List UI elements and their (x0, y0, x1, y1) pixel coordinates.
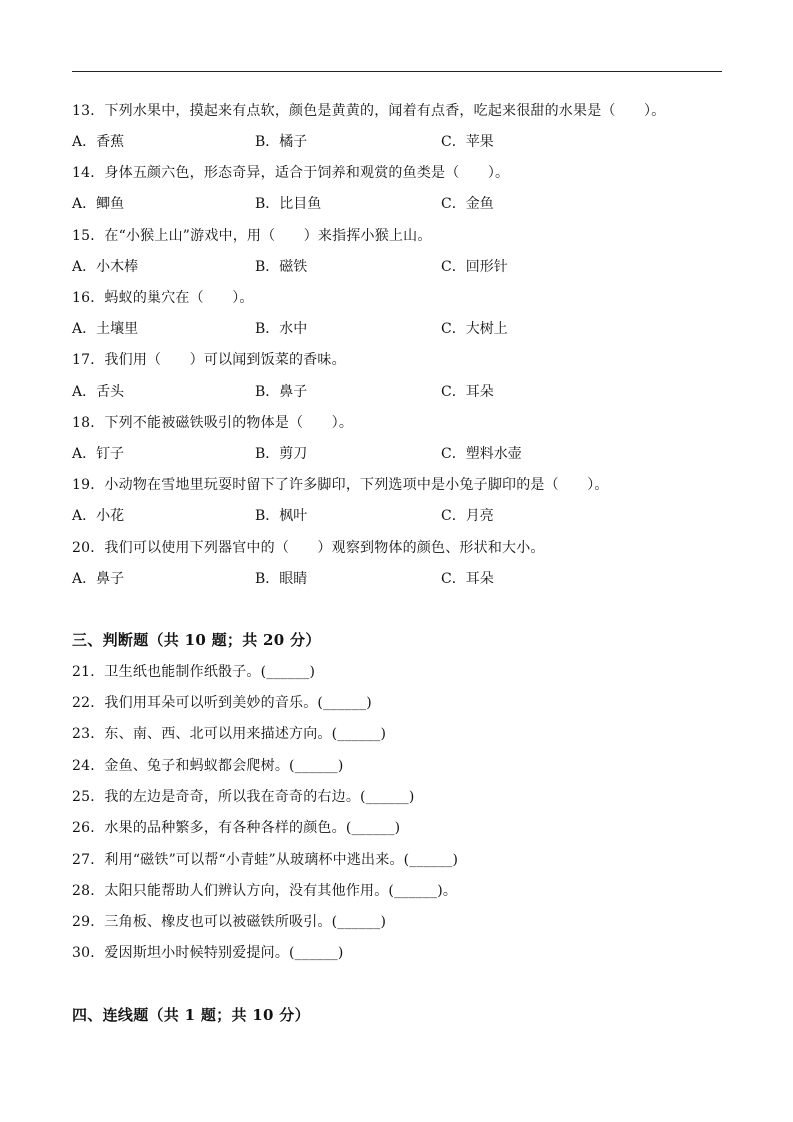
option-a: A．鼻子 (72, 571, 125, 587)
option-c: C．回形针 (441, 259, 508, 275)
question-16: 16．蚂蚁的巢穴在（ ）。 (72, 290, 254, 306)
question-19: 19．小动物在雪地里玩耍时留下了许多脚印，下列选项中是小兔子脚印的是（ ）。 (72, 477, 609, 493)
option-c: C．月亮 (441, 508, 494, 524)
question-20: 20．我们可以使用下列器官中的（ ）观察到物体的颜色、形状和大小。 (72, 540, 545, 556)
option-c: C．塑料水壶 (441, 446, 522, 462)
judge-question-30: 30．爱因斯坦小时候特别爱提问。(______) (72, 945, 344, 961)
question-17: 17．我们用（ ）可以闻到饭菜的香味。 (72, 352, 346, 368)
option-b: B．磁铁 (255, 259, 308, 275)
judge-question-23: 23．东、南、西、北可以用来描述方向。(______) (72, 726, 387, 742)
option-b: B．眼睛 (255, 571, 308, 587)
option-a: A．小花 (72, 508, 125, 524)
judge-question-29: 29．三角板、橡皮也可以被磁铁所吸引。(______) (72, 914, 387, 930)
option-b: B．比目鱼 (255, 196, 322, 212)
option-b: B．橘子 (255, 134, 308, 150)
option-c: C．耳朵 (441, 571, 494, 587)
header-rule (72, 71, 722, 72)
judge-question-21: 21．卫生纸也能制作纸骰子。(______) (72, 664, 316, 680)
judge-question-28: 28．太阳只能帮助人们辨认方向，没有其他作用。(______)。 (72, 883, 458, 899)
judge-question-25: 25．我的左边是奇奇，所以我在奇奇的右边。(______) (72, 789, 415, 805)
section-4-title: 四、连线题（共 1 题；共 10 分） (72, 1006, 310, 1024)
option-a: A．舌头 (72, 384, 125, 400)
question-13: 13．下列水果中，摸起来有点软，颜色是黄黄的，闻着有点香，吃起来很甜的水果是（ ）。 (72, 103, 666, 119)
judge-question-27: 27．利用“磁铁”可以帮“小青蛙”从玻璃杯中逃出来。(______) (72, 852, 459, 868)
judge-question-24: 24．金鱼、兔子和蚂蚁都会爬树。(______) (72, 758, 344, 774)
option-b: B．剪刀 (255, 446, 308, 462)
judge-question-22: 22．我们用耳朵可以听到美妙的音乐。(______) (72, 695, 372, 711)
option-a: A．土壤里 (72, 321, 139, 337)
option-b: B．枫叶 (255, 508, 308, 524)
section-3-title: 三、判断题（共 10 题；共 20 分） (72, 631, 321, 649)
option-a: A．鲫鱼 (72, 196, 125, 212)
option-c: C．苹果 (441, 134, 494, 150)
option-a: A．香蕉 (72, 134, 125, 150)
option-c: C．耳朵 (441, 384, 494, 400)
judge-question-26: 26．水果的品种繁多，有各种各样的颜色。(______) (72, 820, 401, 836)
option-c: C．大树上 (441, 321, 508, 337)
option-b: B．水中 (255, 321, 308, 337)
option-b: B．鼻子 (255, 384, 308, 400)
option-a: A．钉子 (72, 446, 125, 462)
question-18: 18．下列不能被磁铁吸引的物体是（ ）。 (72, 415, 354, 431)
question-15: 15．在“小猴上山”游戏中，用（ ）来指挥小猴上山。 (72, 228, 432, 244)
question-14: 14．身体五颜六色，形态奇异，适合于饲养和观赏的鱼类是（ ）。 (72, 165, 510, 181)
option-a: A．小木棒 (72, 259, 139, 275)
option-c: C．金鱼 (441, 196, 494, 212)
